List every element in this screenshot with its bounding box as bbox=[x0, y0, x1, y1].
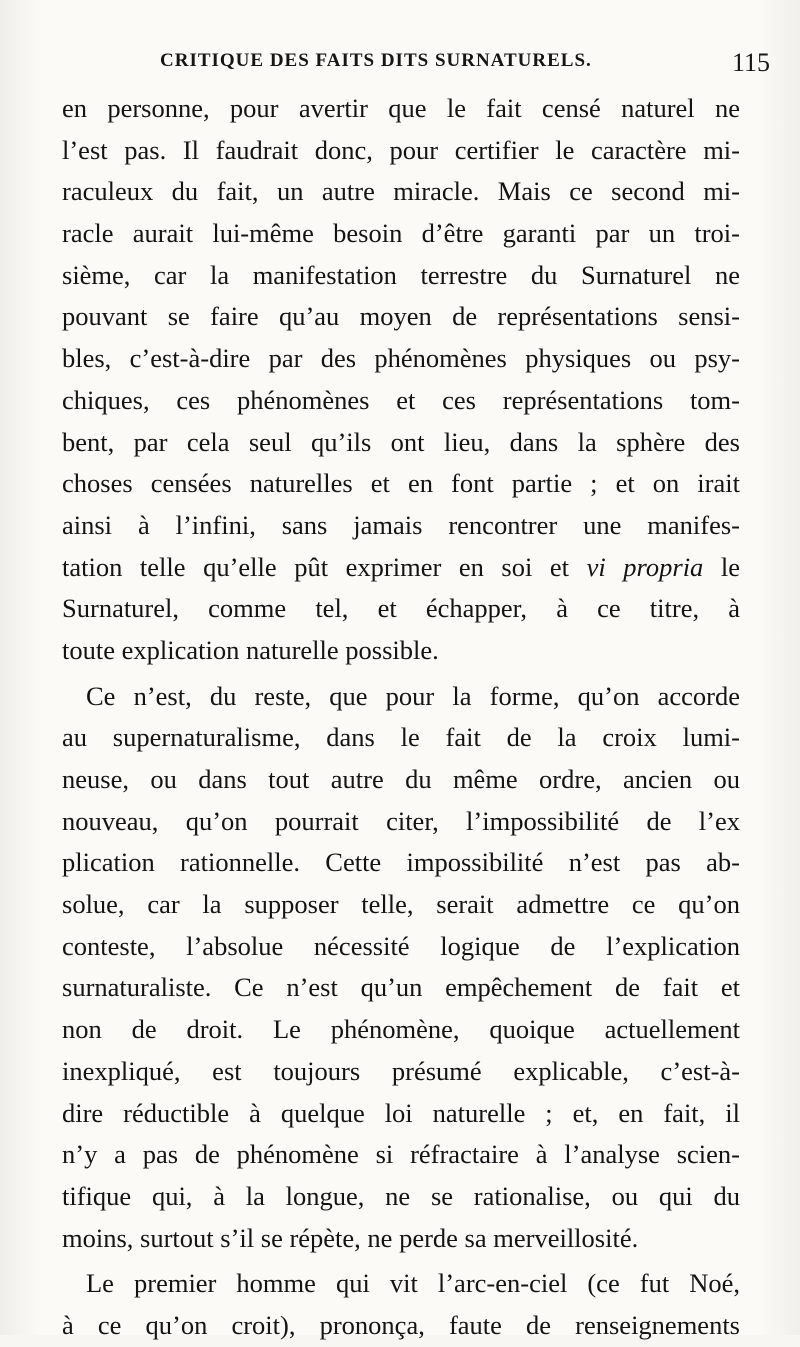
italic-latin-phrase: vi propria bbox=[586, 551, 704, 582]
text-line: sième, car la manifestation terrestre du Surnaturel ne bbox=[62, 259, 740, 290]
text-line: Surnaturel, comme tel, et échapper, à ce titre, à bbox=[62, 593, 740, 624]
text-line-paragraph-end: toute explication naturelle possible. bbox=[62, 634, 439, 665]
text-line: solue, car la supposer telle, serait admettre ce qu’on bbox=[62, 889, 740, 920]
text-line: inexpliqué, est toujours présumé explicable, c’est-à- bbox=[62, 1055, 740, 1086]
text-line: bent, par cela seul qu’ils ont lieu, dans la sphère des bbox=[62, 426, 740, 457]
text-line: tifique qui, à la longue, ne se rationalise, ou qui du bbox=[62, 1180, 740, 1211]
text-line: pouvant se faire qu’au moyen de représentations sensi- bbox=[62, 301, 740, 332]
text-line: l’est pas. Il faudrait donc, pour certifier le caractère mi- bbox=[62, 134, 740, 165]
text-line: choses censées naturelles et en font partie ; et on irait bbox=[62, 468, 740, 499]
text-line: non de droit. Le phénomène, quoique actuellement bbox=[62, 1014, 740, 1045]
text-line: raculeux du fait, un autre miracle. Mais ce second mi- bbox=[62, 176, 740, 207]
text-line: dire réductible à quelque loi naturelle ; et, en fait, il bbox=[62, 1097, 740, 1128]
text-line: nouveau, qu’on pourrait citer, l’impossibilité de l’ex bbox=[62, 805, 740, 836]
text-line: à ce qu’on croit), prononça, faute de renseignements bbox=[62, 1309, 740, 1340]
text-line-paragraph-start: Le premier homme qui vit l’arc-en-ciel (ce fut Noé, bbox=[86, 1268, 740, 1299]
text-line: racle aurait lui-même besoin d’être garanti par un troi- bbox=[62, 218, 740, 249]
running-title: CRITIQUE DES FAITS DITS SURNATURELS. bbox=[160, 50, 592, 71]
text-line: chiques, ces phénomènes et ces représentations tom- bbox=[62, 384, 740, 415]
text-line: bles, c’est-à-dire par des phénomènes physiques ou psy- bbox=[62, 343, 740, 374]
text-span: tation telle qu’elle pût exprimer en soi et bbox=[62, 551, 587, 582]
text-line: ainsi à l’infini, sans jamais rencontrer une manifes- bbox=[62, 509, 740, 540]
text-body bbox=[62, 88, 740, 1347]
text-line-with-italic bbox=[62, 547, 740, 589]
text-line: neuse, ou dans tout autre du même ordre, ancien ou bbox=[62, 764, 740, 794]
text-line-paragraph-start: Ce n’est, du reste, que pour la forme, qu’on accorde bbox=[86, 680, 740, 711]
text-line: conteste, l’absolue nécessité logique de l’explication bbox=[62, 930, 740, 961]
text-line-paragraph-end: moins, surtout s’il se répète, ne perde sa merveillosité. bbox=[62, 1222, 639, 1253]
running-head bbox=[160, 48, 770, 78]
text-line: plication rationnelle. Cette impossibilité n’est pas ab- bbox=[62, 847, 740, 878]
text-line: en personne, pour avertir que le fait censé naturel ne bbox=[62, 93, 740, 123]
text-span: le bbox=[703, 551, 740, 582]
text-line: n’y a pas de phénomène si réfractaire à l’analyse scien- bbox=[62, 1139, 740, 1170]
page-number: 115 bbox=[731, 48, 770, 77]
text-line: au supernaturalisme, dans le fait de la croix lumi- bbox=[62, 722, 740, 753]
text-line: surnaturaliste. Ce n’est qu’un empêchement de fait et bbox=[62, 972, 740, 1003]
